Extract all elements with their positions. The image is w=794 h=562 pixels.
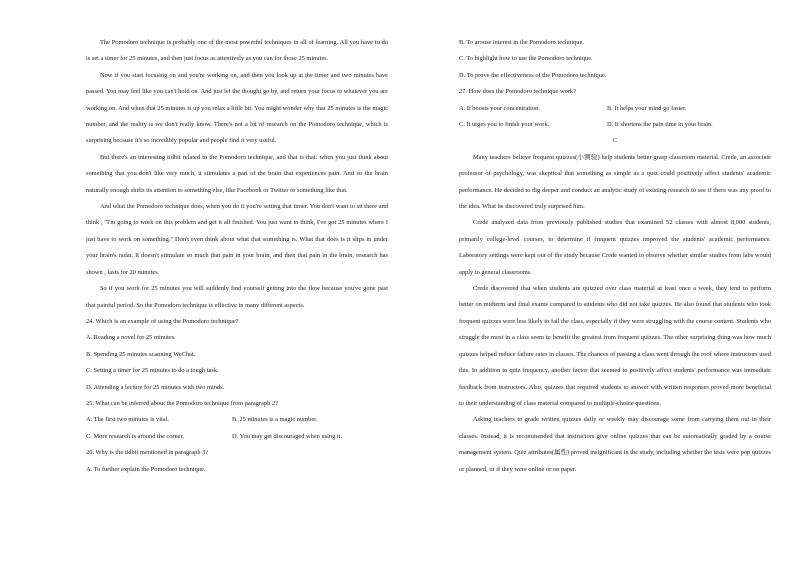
q25-option-d: D. You may get discouraged when using it. bbox=[232, 432, 343, 440]
q24-option-c: C. Setting a timer for 25 minutes to do a tough task. bbox=[86, 367, 219, 375]
question-25: 25. What can be inferred about the Pomodoro technique from paragraph 2? bbox=[86, 399, 278, 407]
passage-c-paragraph-2: Crede analyzed data from previously published studies that examined 52 classes with almost 8,000 students, primarily college-level courses, to determine if frequent quizzes improved the students' academic performance. Laboratory settings were kept out of the study because Crede wanted to observe whether similar studies from labs would apply to general classrooms. bbox=[459, 219, 771, 276]
q26-option-b: B. To arouse interest in the Pomodoro technique. bbox=[459, 39, 584, 46]
q24-option-d: D. Attending a lecture for 25 minutes with two minds. bbox=[86, 383, 225, 391]
q27-options-row-2 bbox=[459, 117, 771, 133]
question-27: 27. How does the Pomodoro technique work? bbox=[459, 88, 576, 96]
q25-options-row-2 bbox=[86, 429, 388, 445]
q25-option-b: B. 25 minutes is a magic number. bbox=[232, 416, 318, 424]
left-column bbox=[86, 35, 388, 478]
q25-option-c: C. More research is around the corner. bbox=[86, 432, 184, 440]
q27-option-b: B. It helps your mind go faster. bbox=[607, 104, 687, 112]
q25-option-a: A. The first two minutes is vital. bbox=[86, 416, 169, 424]
q26-option-a: A. To further explain the Pomodoro technique. bbox=[86, 465, 206, 473]
section-label-c: C bbox=[612, 137, 618, 145]
passage-paragraph-2: Now if you start focusing on and you're working on, and then you look up at the timer and two minutes have passed. You may feel like you can't hold on. And just let the thought go by, and return your focus to whatever you are working on. And when that 25 minutes is up you relax a little bit. You might wonder why that 25 minutes is the magic number, and the reality is we don't really know. There's not a lot of research on the Pomodoro technique, which is surprising because it's so incredibly popular and people find it very useful. bbox=[86, 71, 388, 145]
right-column bbox=[459, 35, 771, 478]
q27-option-a: A. It boosts your concentration. bbox=[459, 104, 540, 112]
passage-paragraph-4: And what the Pomodoro technique does, when you do it you're setting that timer. You don't want to sit there and think , "I'm going to work on this problem and get it all finished. You just want to think, I've got 25 minutes where I just have to work on something." Don't even think about what that something is. What that does is it slips in under your brain's radar. It doesn't stimulate so much that pain in your brain, and then that pain in the brain, research has shown , lasts for 20 minutes. bbox=[86, 203, 388, 276]
q24-option-a: A. Reading a novel for 25 minutes. bbox=[86, 334, 176, 342]
q26-option-c: C. To highlight how to use the Pomodoro technique. bbox=[459, 55, 593, 63]
passage-paragraph-5: So if you work for 25 minutes you will suddenly find yourself getting into the flow because you've gone past that painful period. So the Pomodoro technique is effective in many different aspects. bbox=[86, 285, 388, 309]
passage-c-paragraph-3: Crede discovered that when students are quizzed over class material at least once a week, they tend to perform better on midterm and final exams compared to students who did not take quizzes. He also found that students who took frequent quizzes were less likely to fail the class, especially if they were struggling with the course content. Students who struggle the most in a class seem to benefit the greatest from frequent quizzes. The other surprising thing was how much quizzes helped reduce failure rates in classes. The chances of passing a class went through the roof where instructors used this. In addition to quiz frequency, another factor that seemed to positively affect students' performance was immediate feedback from instructors. Also, quizzes that required students to answer with written responses proved more beneficial to their understanding of class material compared to multiple-choice questions. bbox=[459, 285, 771, 407]
q27-options-row-1 bbox=[459, 101, 771, 117]
passage-paragraph-3: But there's an interesting tidbit related to the Pomodoro technique, and that is that: when you just think about something that you don't like very much, it stimulates a part of the brain that experiences pain. And so the brain naturally enough shifts its attention to something else, like Facebook or Twitter or something like that. bbox=[86, 153, 388, 194]
passage-c-paragraph-4: Asking teachers to grade written quizzes daily or weekly may discourage some from carrying them out in their classes. Instead, it is recommended that instructors give online quizzes that can be automatically graded by a course management system. Quiz attributes(属性) proved insignificant in the study, including whether the tests were pop quizzes or planned, or if they were online or on paper. bbox=[459, 416, 771, 473]
q26-option-d: D. To prove the effectiveness of the Pomodoro technique. bbox=[459, 71, 607, 79]
passage-c-paragraph-1: Many teachers believe frequent quizzes(小测验) help students better grasp classroom material. Crede, an associate professor of psychology, was skeptical that something as simple as a quiz could positively affect students' academic performance. He decided to dig deeper and conduct an analytic study of existing research to see if there was any proof to the idea. What he discovered truly surprised him. bbox=[459, 153, 771, 211]
passage-paragraph-1: The Pomodoro technique is probably one of the most powerful techniques in all of learning. All you have to do is set a timer for 25 minutes, and then just focus as attentively as you can for those 25 minutes. bbox=[86, 39, 388, 63]
question-26: 26. Why is the tidbit mentioned in paragraph 3? bbox=[86, 449, 209, 457]
q25-options-row-1 bbox=[86, 412, 388, 428]
q24-option-b: B. Spending 25 minutes scanning WeChat. bbox=[86, 350, 196, 358]
q27-option-c: C. It urges you to finish your work. bbox=[459, 121, 550, 129]
q27-option-d: D. It shortens the pain time in your brain. bbox=[607, 121, 713, 129]
question-24: 24. Which is an example of using the Pomodoro technique? bbox=[86, 317, 239, 325]
